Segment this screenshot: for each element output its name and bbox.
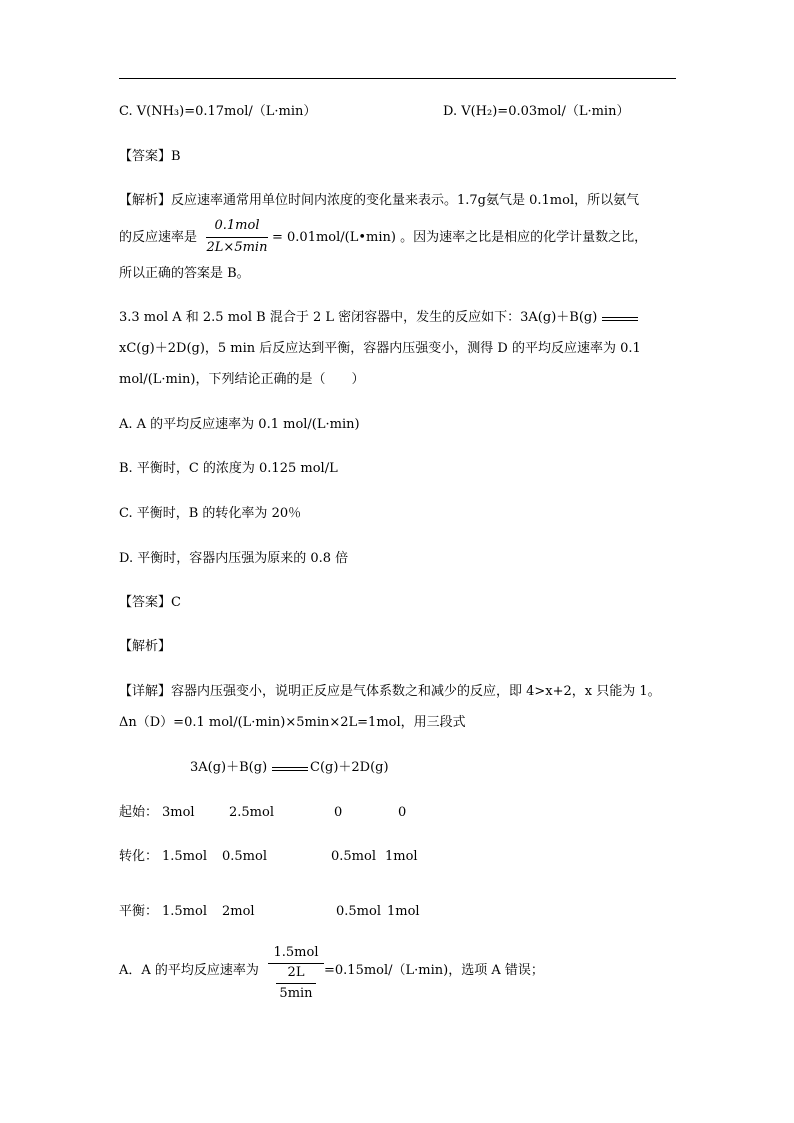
analysis-1-line-c: 所以正确的答案是 B。 bbox=[119, 266, 250, 281]
analysis-1-line-b-post: = 0.01mol/(L•min) 。因为速率之比是相应的化学计量数之比， bbox=[272, 230, 648, 245]
compound-fraction-numerator: 1.5mol bbox=[273, 945, 319, 960]
fraction-denominator: 2L×5min bbox=[206, 240, 268, 255]
analysis-2: 【解析】 bbox=[119, 639, 172, 654]
row-eq-label: 平衡： bbox=[119, 904, 159, 919]
equilibrium-arrow-icon bbox=[602, 317, 638, 321]
row-change-c: 0.5mol bbox=[331, 849, 376, 864]
compound-fraction-mid: 2L bbox=[287, 965, 305, 980]
compound-fraction-denominator: 5min bbox=[279, 986, 313, 1001]
fraction-numerator: 0.1mol bbox=[214, 218, 260, 233]
row-change-label: 转化： bbox=[119, 849, 159, 864]
question-3-line-a: 3.3 mol A 和 2.5 mol B 混合于 2 L 密闭容器中，发生的反应如下：3A(g)＋B(g) bbox=[119, 310, 598, 325]
answer-2: 【答案】C bbox=[119, 595, 181, 610]
equation-left: 3A(g)＋B(g) bbox=[190, 760, 268, 775]
compound-fraction-bar-inner bbox=[276, 983, 316, 984]
question-3-line-b: xC(g)＋2D(g)，5 min 后反应达到平衡，容器内压强变小，测得 D 的平均反应速率为 0.1 bbox=[119, 341, 641, 356]
analysis-1-line-b-pre: 的反应速率是 bbox=[119, 230, 198, 245]
option-a: A. A 的平均反应速率为 0.1 mol/(L·min) bbox=[119, 417, 360, 432]
option-d: D. 平衡时，容器内压强为原来的 0.8 倍 bbox=[119, 551, 349, 566]
equation-arrow-icon bbox=[272, 767, 308, 771]
analysis-1-line-a: 【解析】反应速率通常用单位时间内浓度的变化量来表示。1.7g氨气是 0.1mol，所以氨气 bbox=[119, 193, 640, 208]
option-a-analysis-pre: A．A 的平均反应速率为 bbox=[119, 963, 259, 978]
row-change-a: 1.5mol bbox=[162, 849, 207, 864]
row-start-label: 起始： bbox=[119, 805, 159, 820]
row-start-d: 0 bbox=[398, 805, 407, 820]
compound-fraction-bar-outer bbox=[268, 963, 324, 964]
detail-line-b: Δn（D）=0.1 mol/(L·min)×5min×2L=1mol，用三段式 bbox=[119, 715, 466, 730]
question-3-line-c: mol/(L·min)，下列结论正确的是（ ） bbox=[119, 372, 365, 387]
equation-right: C(g)＋2D(g) bbox=[310, 760, 389, 775]
row-change-b: 0.5mol bbox=[222, 849, 267, 864]
option-c-prev: C. V(NH₃)=0.17mol/（L·min） bbox=[119, 104, 317, 119]
row-start-c: 0 bbox=[334, 805, 343, 820]
row-start-b: 2.5mol bbox=[229, 805, 274, 820]
option-b: B. 平衡时，C 的浓度为 0.125 mol/L bbox=[119, 461, 338, 476]
option-a-analysis-post: =0.15mol/（L·min)，选项 A 错误； bbox=[324, 963, 544, 978]
option-c: C. 平衡时，B 的转化率为 20％ bbox=[119, 506, 302, 521]
row-eq-c: 0.5mol bbox=[336, 904, 381, 919]
row-eq-a: 1.5mol bbox=[162, 904, 207, 919]
row-eq-d: 1mol bbox=[387, 904, 420, 919]
option-d-prev: D. V(H₂)=0.03mol/（L·min） bbox=[443, 104, 630, 119]
row-change-d: 1mol bbox=[385, 849, 418, 864]
answer-1: 【答案】B bbox=[119, 149, 181, 164]
row-eq-b: 2mol bbox=[222, 904, 255, 919]
row-start-a: 3mol bbox=[162, 805, 195, 820]
header-rule bbox=[119, 78, 676, 79]
fraction-bar bbox=[206, 237, 268, 238]
detail-line-a: 【详解】容器内压强变小，说明正反应是气体系数之和减少的反应，即 4>x+2，x 只能为 1。 bbox=[119, 684, 661, 699]
